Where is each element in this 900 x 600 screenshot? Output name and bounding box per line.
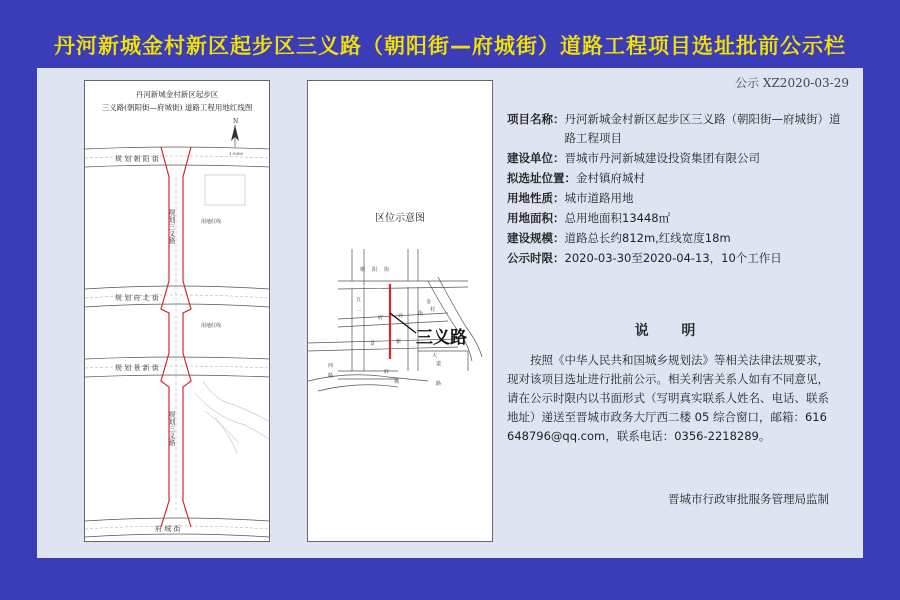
- svg-text:街: 街: [384, 267, 390, 273]
- redline-map-title-line1: 丹河新城金村新区起步区: [135, 90, 219, 99]
- description-heading: 说 明: [634, 323, 710, 339]
- svg-text:路: 路: [328, 373, 334, 379]
- svg-text:北: 北: [398, 313, 404, 319]
- info-row-period: 公示时限： 2020-03-30至2020-04-13，10个工作日: [507, 251, 782, 265]
- svg-text:一: 一: [356, 309, 362, 315]
- info-row-project-name: 项目名称： 丹河新城金村新区起步区三义路（朝阳街—府城街）道路工程项目: [507, 112, 841, 145]
- svg-text:大: 大: [432, 353, 438, 359]
- location-map-drawing: [308, 81, 492, 541]
- scale-label: 1:5000: [229, 151, 244, 156]
- notice-board: [37, 68, 863, 558]
- road-label-sanyi-lower: 规划三义路: [168, 411, 176, 446]
- svg-text:五: 五: [356, 297, 362, 303]
- info-row-developer: 建设单位： 晋城市丹河新城建设投资集团有限公司: [507, 151, 760, 165]
- info-row-location: 拟选址位置： 金村镇府城村: [507, 171, 645, 185]
- page-title: 丹河新城金村新区起步区三义路（朝阳街—府城街）道路工程项目选址批前公示栏: [54, 34, 846, 58]
- svg-text:朝: 朝: [360, 267, 366, 273]
- svg-text:道: 道: [436, 361, 442, 367]
- svg-text:府: 府: [384, 369, 390, 375]
- info-row-area: 用地面积： 总用地面积13448㎡: [507, 211, 671, 225]
- road-label-sanyi-upper: 规划三义路: [168, 209, 176, 244]
- north-arrow-icon: [231, 125, 239, 147]
- svg-text:新: 新: [396, 339, 402, 345]
- location-map-panel: [307, 80, 493, 542]
- road-label-fucheng: 府 城 街: [155, 525, 181, 533]
- notice-number: 公示 XZ2020-03-29: [735, 76, 849, 90]
- svg-text:街: 街: [418, 311, 424, 317]
- description-body: 按照《中华人民共和国城乡规划法》等相关法律法规要求，现对该项目选址进行批前公示。相关利害关系人如有不同意见，请在公示时限内以书面形式（写明真实联系人姓名、电话、联系地址）递送至晋城市政务大厅西二楼 05 综合窗口，邮箱：616648796@qq.com，联系电话：0356-2218289。: [507, 353, 829, 443]
- north-label: N: [233, 118, 239, 125]
- info-row-scale: 建设规模： 道路总长约812m,红线宽度18m: [507, 231, 731, 245]
- location-map-title: 区位示意图: [375, 213, 425, 224]
- redline-label-lower: 用地红线: [201, 323, 222, 329]
- svg-text:阳: 阳: [372, 267, 378, 273]
- redline-map-drawing: [85, 81, 269, 541]
- svg-text:西: 西: [328, 363, 334, 369]
- svg-text:金: 金: [426, 299, 432, 305]
- svg-text:景: 景: [370, 341, 376, 347]
- info-row-land-use: 用地性质： 城市道路用地: [507, 191, 634, 205]
- svg-text:城: 城: [394, 379, 400, 385]
- svg-text:府: 府: [378, 315, 384, 321]
- redline-map-panel: [84, 80, 270, 542]
- svg-text:路: 路: [436, 381, 442, 387]
- sanyi-road-label: 三义路: [416, 328, 467, 348]
- road-label-fubei: 规 划 府 北 街: [115, 294, 159, 302]
- supervisor-label: 晋城市行政审批服务管理局监制: [668, 492, 829, 506]
- svg-text:村: 村: [430, 307, 436, 313]
- redline-map-title-line2: 三义路(朝阳街—府城街) 道路工程用地红线图: [101, 103, 253, 112]
- redline-label-upper: 用地红线: [201, 219, 222, 225]
- project-info: [507, 110, 847, 269]
- road-label-chaoyang: 规 划 朝 阳 街: [115, 155, 159, 163]
- road-label-jingxin: 规 划 景 新 街: [115, 364, 159, 372]
